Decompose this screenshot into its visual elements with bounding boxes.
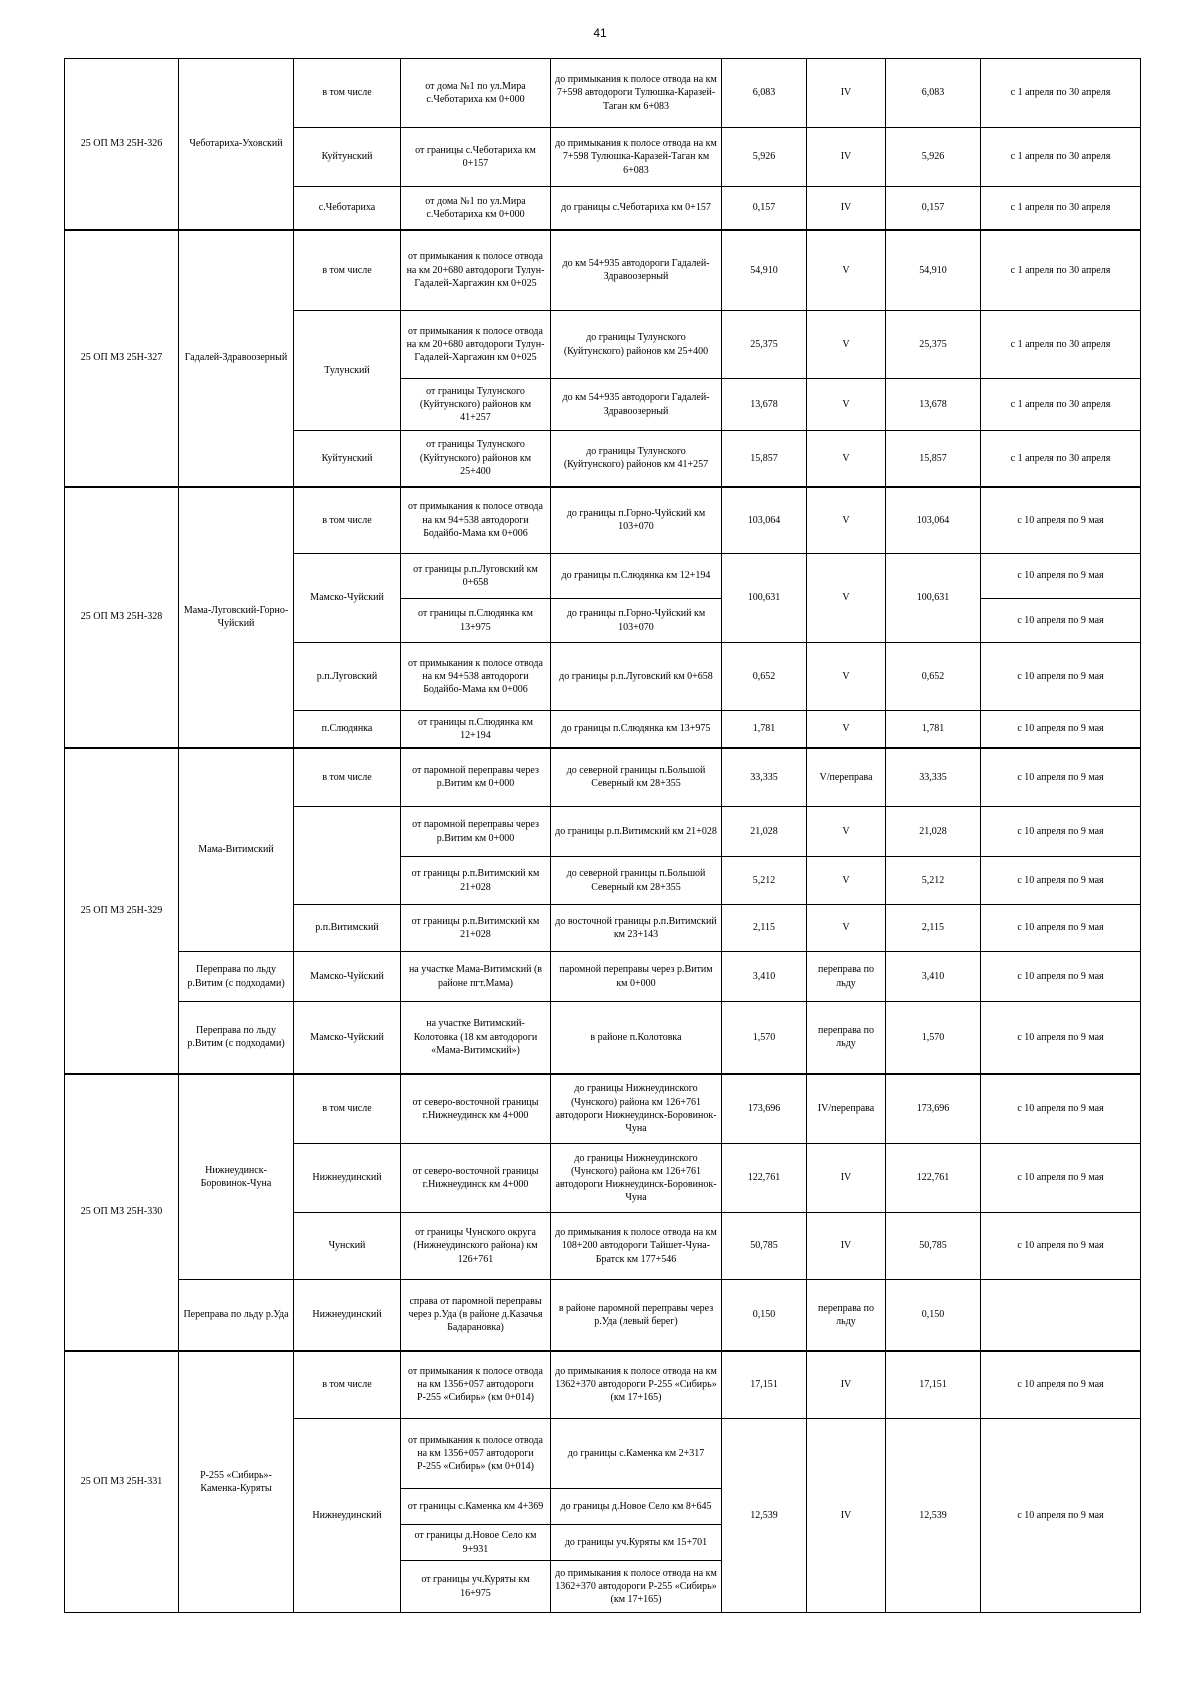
segment-end-cell: до примыкания к полосе отвода на км 1362+370 автодороги Р-255 «Сибирь» (км 17+165) bbox=[551, 1561, 722, 1613]
segment-start-cell: справа от паромной переправы через р.Уда (в районе д.Казачья Бадарановка) bbox=[401, 1280, 551, 1351]
restricted-length-cell: 25,375 bbox=[886, 311, 981, 379]
restricted-length-cell: 5,212 bbox=[886, 857, 981, 905]
segment-start-cell: от паромной переправы через р.Витим км 0+000 bbox=[401, 748, 551, 807]
segment-end-cell: до северной границы п.Большой Северный км 28+355 bbox=[551, 857, 722, 905]
length-cell: 122,761 bbox=[722, 1144, 807, 1213]
length-cell: 173,696 bbox=[722, 1074, 807, 1144]
segment-end-cell: до границы Тулунского (Куйтунского) районов км 25+400 bbox=[551, 311, 722, 379]
segment-start-cell: от границы Тулунского (Куйтунского) районов км 41+257 bbox=[401, 379, 551, 431]
restriction-period-cell: с 10 апреля по 9 мая bbox=[981, 807, 1141, 857]
length-cell: 0,157 bbox=[722, 187, 807, 230]
segment-end-cell: до границы р.п.Витимский км 21+028 bbox=[551, 807, 722, 857]
restriction-period-cell: с 10 апреля по 9 мая bbox=[981, 905, 1141, 952]
length-cell: 17,151 bbox=[722, 1351, 807, 1419]
restriction-period-cell: с 10 апреля по 9 мая bbox=[981, 857, 1141, 905]
restriction-period-cell: с 10 апреля по 9 мая bbox=[981, 1351, 1141, 1419]
segment-start-cell: от границы уч.Куряты км 16+975 bbox=[401, 1561, 551, 1613]
restricted-length-cell: 33,335 bbox=[886, 748, 981, 807]
road-code-cell: 25 ОП МЗ 25Н-330 bbox=[65, 1074, 179, 1351]
restriction-period-cell bbox=[981, 1280, 1141, 1351]
restricted-length-cell: 15,857 bbox=[886, 431, 981, 487]
segment-start-cell: от границы с.Чеботариха км 0+157 bbox=[401, 128, 551, 187]
segment-start-cell: от границы р.п.Витимский км 21+028 bbox=[401, 905, 551, 952]
table-row bbox=[65, 487, 1141, 554]
road-name-cell: Нижнеудинск-Боровинок-Чуна bbox=[179, 1074, 294, 1280]
category-cell: V bbox=[807, 487, 886, 554]
restriction-period-cell: с 10 апреля по 9 мая bbox=[981, 599, 1141, 643]
segment-end-cell: до границы с.Каменка км 2+317 bbox=[551, 1419, 722, 1489]
district-cell: Мамско-Чуйский bbox=[294, 554, 401, 643]
district-cell bbox=[294, 807, 401, 905]
segment-start-cell: от северо-восточной границы г.Нижнеудинск км 4+000 bbox=[401, 1074, 551, 1144]
restricted-length-cell: 21,028 bbox=[886, 807, 981, 857]
length-cell: 6,083 bbox=[722, 59, 807, 128]
district-cell: Нижнеудинский bbox=[294, 1144, 401, 1213]
table-row bbox=[65, 230, 1141, 311]
segment-end-cell: в районе п.Колотовка bbox=[551, 1002, 722, 1074]
segment-start-cell: от примыкания к полосе отвода на км 94+538 автодороги Бодайбо-Мама км 0+006 bbox=[401, 643, 551, 711]
segment-start-cell: от дома №1 по ул.Мира с.Чеботариха км 0+000 bbox=[401, 187, 551, 230]
restricted-length-cell: 122,761 bbox=[886, 1144, 981, 1213]
segment-start-cell: от границы р.п.Луговский км 0+658 bbox=[401, 554, 551, 599]
segment-end-cell: до км 54+935 автодороги Гадалей-Здравоозерный bbox=[551, 379, 722, 431]
road-code-cell: 25 ОП МЗ 25Н-328 bbox=[65, 487, 179, 748]
length-cell: 12,539 bbox=[722, 1419, 807, 1613]
district-cell: в том числе bbox=[294, 487, 401, 554]
restriction-period-cell: с 10 апреля по 9 мая bbox=[981, 1002, 1141, 1074]
table-row bbox=[65, 59, 1141, 128]
category-cell: V/переправа bbox=[807, 748, 886, 807]
category-cell: V bbox=[807, 379, 886, 431]
segment-end-cell: до примыкания к полосе отвода на км 1362+370 автодороги Р-255 «Сибирь» (км 17+165) bbox=[551, 1351, 722, 1419]
table-row bbox=[65, 748, 1141, 807]
road-code-cell: 25 ОП МЗ 25Н-329 bbox=[65, 748, 179, 1074]
category-cell: IV bbox=[807, 1144, 886, 1213]
segment-end-cell: до границы р.п.Луговский км 0+658 bbox=[551, 643, 722, 711]
segment-end-cell: до границы д.Новое Село км 8+645 bbox=[551, 1489, 722, 1525]
segment-end-cell: до северной границы п.Большой Северный км 28+355 bbox=[551, 748, 722, 807]
restricted-length-cell: 103,064 bbox=[886, 487, 981, 554]
road-name-cell: Переправа по льду р.Витим (с подходами) bbox=[179, 1002, 294, 1074]
table-row bbox=[65, 1351, 1141, 1419]
length-cell: 2,115 bbox=[722, 905, 807, 952]
restricted-length-cell: 0,652 bbox=[886, 643, 981, 711]
segment-start-cell: от границы р.п.Витимский км 21+028 bbox=[401, 857, 551, 905]
segment-start-cell: от примыкания к полосе отвода на км 94+538 автодороги Бодайбо-Мама км 0+006 bbox=[401, 487, 551, 554]
district-cell: в том числе bbox=[294, 59, 401, 128]
district-cell: в том числе bbox=[294, 1351, 401, 1419]
restricted-length-cell: 2,115 bbox=[886, 905, 981, 952]
category-cell: V bbox=[807, 431, 886, 487]
segment-end-cell: до границы Нижнеудинского (Чунского) района км 126+761 автодороги Нижнеудинск-Боровинок-Чуна bbox=[551, 1074, 722, 1144]
restricted-length-cell: 3,410 bbox=[886, 952, 981, 1002]
page-number: 41 bbox=[593, 26, 607, 40]
restricted-length-cell: 0,157 bbox=[886, 187, 981, 230]
segment-end-cell: до примыкания к полосе отвода на км 7+598 автодороги Тулюшка-Каразей-Таган км 6+083 bbox=[551, 59, 722, 128]
category-cell: V bbox=[807, 230, 886, 311]
segment-end-cell: до границы п.Горно-Чуйский км 103+070 bbox=[551, 487, 722, 554]
segment-start-cell: от паромной переправы через р.Витим км 0+000 bbox=[401, 807, 551, 857]
restriction-period-cell: с 10 апреля по 9 мая bbox=[981, 711, 1141, 748]
district-cell: Тулунский bbox=[294, 311, 401, 431]
restriction-period-cell: с 10 апреля по 9 мая bbox=[981, 952, 1141, 1002]
table-row bbox=[65, 1280, 1141, 1351]
length-cell: 1,570 bbox=[722, 1002, 807, 1074]
segment-end-cell: до км 54+935 автодороги Гадалей-Здравоозерный bbox=[551, 230, 722, 311]
length-cell: 25,375 bbox=[722, 311, 807, 379]
segment-end-cell: до границы Тулунского (Куйтунского) районов км 41+257 bbox=[551, 431, 722, 487]
length-cell: 21,028 bbox=[722, 807, 807, 857]
district-cell: Куйтунский bbox=[294, 128, 401, 187]
restriction-period-cell: с 10 апреля по 9 мая bbox=[981, 748, 1141, 807]
restriction-period-cell: с 10 апреля по 9 мая bbox=[981, 1074, 1141, 1144]
segment-end-cell: до границы п.Слюдянка км 13+975 bbox=[551, 711, 722, 748]
restriction-period-cell: с 1 апреля по 30 апреля bbox=[981, 379, 1141, 431]
district-cell: Нижнеудинский bbox=[294, 1419, 401, 1613]
restricted-length-cell: 1,781 bbox=[886, 711, 981, 748]
district-cell: Мамско-Чуйский bbox=[294, 1002, 401, 1074]
district-cell: в том числе bbox=[294, 1074, 401, 1144]
segment-start-cell: от границы Тулунского (Куйтунского) районов км 25+400 bbox=[401, 431, 551, 487]
restriction-period-cell: с 10 апреля по 9 мая bbox=[981, 1144, 1141, 1213]
category-cell: переправа по льду bbox=[807, 952, 886, 1002]
segment-start-cell: от границы п.Слюдянка км 12+194 bbox=[401, 711, 551, 748]
segment-start-cell: от дома №1 по ул.Мира с.Чеботариха км 0+000 bbox=[401, 59, 551, 128]
category-cell: V bbox=[807, 643, 886, 711]
category-cell: IV bbox=[807, 128, 886, 187]
segment-end-cell: до границы п.Горно-Чуйский км 103+070 bbox=[551, 599, 722, 643]
segment-start-cell: от северо-восточной границы г.Нижнеудинск км 4+000 bbox=[401, 1144, 551, 1213]
roads-table bbox=[64, 58, 1141, 1613]
district-cell: Чунский bbox=[294, 1213, 401, 1280]
restriction-period-cell: с 10 апреля по 9 мая bbox=[981, 1213, 1141, 1280]
table-row bbox=[65, 1074, 1141, 1144]
restriction-period-cell: с 10 апреля по 9 мая bbox=[981, 1419, 1141, 1613]
restriction-period-cell: с 10 апреля по 9 мая bbox=[981, 554, 1141, 599]
segment-end-cell: до примыкания к полосе отвода на км 7+598 Тулюшка-Каразей-Таган км 6+083 bbox=[551, 128, 722, 187]
road-name-cell: Мама-Витимский bbox=[179, 748, 294, 952]
length-cell: 0,652 bbox=[722, 643, 807, 711]
road-name-cell: Переправа по льду р.Витим (с подходами) bbox=[179, 952, 294, 1002]
length-cell: 33,335 bbox=[722, 748, 807, 807]
restricted-length-cell: 12,539 bbox=[886, 1419, 981, 1613]
district-cell: п.Слюдянка bbox=[294, 711, 401, 748]
category-cell: IV bbox=[807, 187, 886, 230]
restriction-period-cell: с 1 апреля по 30 апреля bbox=[981, 431, 1141, 487]
restricted-length-cell: 173,696 bbox=[886, 1074, 981, 1144]
segment-start-cell: от границы Чунского округа (Нижнеудинского района) км 126+761 bbox=[401, 1213, 551, 1280]
restriction-period-cell: с 10 апреля по 9 мая bbox=[981, 643, 1141, 711]
length-cell: 103,064 bbox=[722, 487, 807, 554]
restricted-length-cell: 6,083 bbox=[886, 59, 981, 128]
length-cell: 13,678 bbox=[722, 379, 807, 431]
category-cell: IV bbox=[807, 59, 886, 128]
segment-start-cell: от примыкания к полосе отвода на км 1356+057 автодороги Р-255 «Сибирь» (км 0+014) bbox=[401, 1351, 551, 1419]
restriction-period-cell: с 1 апреля по 30 апреля bbox=[981, 128, 1141, 187]
restricted-length-cell: 54,910 bbox=[886, 230, 981, 311]
segment-start-cell: от примыкания к полосе отвода на км 20+680 автодороги Тулун-Гадалей-Харгажин км 0+025 bbox=[401, 230, 551, 311]
length-cell: 1,781 bbox=[722, 711, 807, 748]
restriction-period-cell: с 10 апреля по 9 мая bbox=[981, 487, 1141, 554]
category-cell: V bbox=[807, 311, 886, 379]
category-cell: V bbox=[807, 807, 886, 857]
category-cell: V bbox=[807, 905, 886, 952]
road-code-cell: 25 ОП МЗ 25Н-331 bbox=[65, 1351, 179, 1613]
category-cell: переправа по льду bbox=[807, 1280, 886, 1351]
length-cell: 0,150 bbox=[722, 1280, 807, 1351]
district-cell: Куйтунский bbox=[294, 431, 401, 487]
road-name-cell: Р-255 «Сибирь»-Каменка-Куряты bbox=[179, 1351, 294, 1613]
restriction-period-cell: с 1 апреля по 30 апреля bbox=[981, 230, 1141, 311]
road-name-cell: Мама-Луговский-Горно-Чуйский bbox=[179, 487, 294, 748]
segment-start-cell: от границы д.Новое Село км 9+931 bbox=[401, 1525, 551, 1561]
segment-start-cell: от примыкания к полосе отвода на км 20+680 автодороги Тулун-Гадалей-Харгажин км 0+025 bbox=[401, 311, 551, 379]
segment-end-cell: паромной переправы через р.Витим км 0+000 bbox=[551, 952, 722, 1002]
segment-end-cell: в районе паромной переправы через р.Уда (левый берег) bbox=[551, 1280, 722, 1351]
segment-end-cell: до границы Нижнеудинского (Чунского) района км 126+761 автодороги Нижнеудинск-Боровинок-Чуна bbox=[551, 1144, 722, 1213]
length-cell: 54,910 bbox=[722, 230, 807, 311]
category-cell: IV/переправа bbox=[807, 1074, 886, 1144]
restricted-length-cell: 13,678 bbox=[886, 379, 981, 431]
restriction-period-cell: с 1 апреля по 30 апреля bbox=[981, 187, 1141, 230]
district-cell: в том числе bbox=[294, 748, 401, 807]
table-row bbox=[65, 1002, 1141, 1074]
district-cell: с.Чеботариха bbox=[294, 187, 401, 230]
segment-end-cell: до границы с.Чеботариха км 0+157 bbox=[551, 187, 722, 230]
length-cell: 100,631 bbox=[722, 554, 807, 643]
restricted-length-cell: 1,570 bbox=[886, 1002, 981, 1074]
category-cell: IV bbox=[807, 1213, 886, 1280]
category-cell: переправа по льду bbox=[807, 1002, 886, 1074]
road-code-cell: 25 ОП МЗ 25Н-326 bbox=[65, 59, 179, 230]
segment-end-cell: до примыкания к полосе отвода на км 108+200 автодороги Тайшет-Чуна-Братск км 177+546 bbox=[551, 1213, 722, 1280]
category-cell: IV bbox=[807, 1351, 886, 1419]
road-code-cell: 25 ОП МЗ 25Н-327 bbox=[65, 230, 179, 487]
road-name-cell: Чеботариха-Уховский bbox=[179, 59, 294, 230]
length-cell: 50,785 bbox=[722, 1213, 807, 1280]
segment-start-cell: на участке Витимский-Колотовка (18 км автодороги «Мама-Витимский») bbox=[401, 1002, 551, 1074]
district-cell: р.п.Луговский bbox=[294, 643, 401, 711]
length-cell: 5,212 bbox=[722, 857, 807, 905]
restricted-length-cell: 50,785 bbox=[886, 1213, 981, 1280]
segment-start-cell: от границы п.Слюдянка км 13+975 bbox=[401, 599, 551, 643]
restricted-length-cell: 17,151 bbox=[886, 1351, 981, 1419]
segment-start-cell: на участке Мама-Витимский (в районе пгт.Мама) bbox=[401, 952, 551, 1002]
category-cell: V bbox=[807, 711, 886, 748]
length-cell: 5,926 bbox=[722, 128, 807, 187]
road-name-cell: Гадалей-Здравоозерный bbox=[179, 230, 294, 487]
segment-start-cell: от примыкания к полосе отвода на км 1356+057 автодороги Р-255 «Сибирь» (км 0+014) bbox=[401, 1419, 551, 1489]
category-cell: V bbox=[807, 857, 886, 905]
district-cell: Нижнеудинский bbox=[294, 1280, 401, 1351]
restriction-period-cell: с 1 апреля по 30 апреля bbox=[981, 311, 1141, 379]
segment-end-cell: до границы п.Слюдянка км 12+194 bbox=[551, 554, 722, 599]
restricted-length-cell: 0,150 bbox=[886, 1280, 981, 1351]
district-cell: р.п.Витимский bbox=[294, 905, 401, 952]
category-cell: IV bbox=[807, 1419, 886, 1613]
length-cell: 3,410 bbox=[722, 952, 807, 1002]
segment-start-cell: от границы с.Каменка км 4+369 bbox=[401, 1489, 551, 1525]
restricted-length-cell: 5,926 bbox=[886, 128, 981, 187]
table-row bbox=[65, 952, 1141, 1002]
district-cell: Мамско-Чуйский bbox=[294, 952, 401, 1002]
district-cell: в том числе bbox=[294, 230, 401, 311]
length-cell: 15,857 bbox=[722, 431, 807, 487]
road-name-cell: Переправа по льду р.Уда bbox=[179, 1280, 294, 1351]
category-cell: V bbox=[807, 554, 886, 643]
restricted-length-cell: 100,631 bbox=[886, 554, 981, 643]
restriction-period-cell: с 1 апреля по 30 апреля bbox=[981, 59, 1141, 128]
segment-end-cell: до границы уч.Куряты км 15+701 bbox=[551, 1525, 722, 1561]
segment-end-cell: до восточной границы р.п.Витимский км 23+143 bbox=[551, 905, 722, 952]
